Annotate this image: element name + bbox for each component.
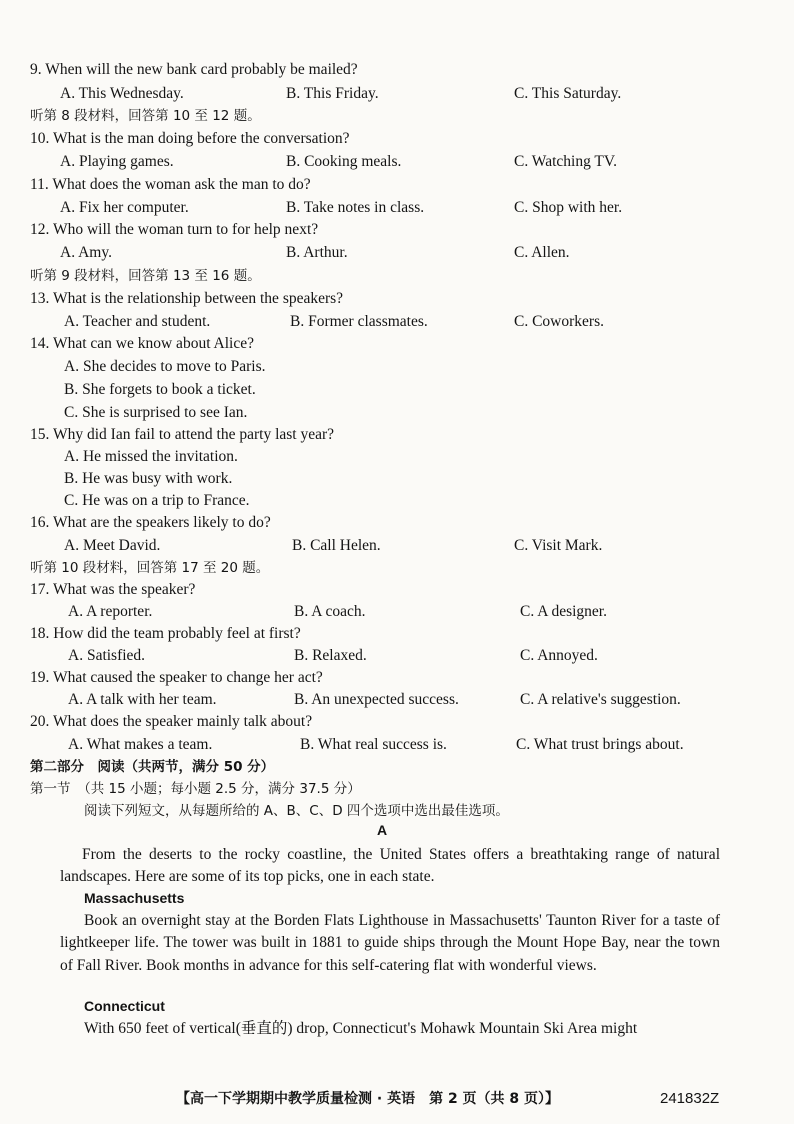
q9-option-a: A. This Wednesday. (60, 85, 184, 102)
q11-option-b: B. Take notes in class. (286, 199, 425, 216)
q20-option-b: B. What real success is. (300, 736, 447, 753)
question-10: 10. What is the man doing before the conversation? (30, 130, 350, 147)
q20-option-c: C. What trust brings about. (516, 736, 684, 753)
passage-connecticut: With 650 feet of vertical(垂直的) drop, Connecticut's Mohawk Mountain Ski Area might (84, 1020, 638, 1037)
q12-option-b: B. Arthur. (286, 244, 348, 261)
q12-option-a: A. Amy. (60, 244, 112, 261)
question-12: 12. Who will the woman turn to for help next? (30, 221, 319, 238)
q11-option-a: A. Fix her computer. (60, 199, 189, 216)
q19-option-b: B. An unexpected success. (294, 691, 459, 708)
question-20: 20. What does the speaker mainly talk about? (30, 713, 313, 730)
reading-instruction: 阅读下列短文，从每题所给的 A、B、C、D 四个选项中选出最佳选项。 (84, 803, 509, 819)
q10-option-b: B. Cooking meals. (286, 153, 402, 170)
q20-option-a: A. What makes a team. (68, 736, 213, 753)
q14-option-c: C. She is surprised to see Ian. (64, 404, 248, 421)
q18-option-a: A. Satisfied. (68, 647, 146, 664)
question-19: 19. What caused the speaker to change her act? (30, 669, 323, 686)
section-note-9: 听第 9 段材料，回答第 13 至 16 题。 (30, 268, 261, 284)
passage-intro: From the deserts to the rocky coastline, the United States offers a breathtaking range of natural landscapes. Here are some of its top picks, one in each state. (60, 846, 720, 886)
question-11: 11. What does the woman ask the man to do? (30, 176, 311, 193)
question-13: 13. What is the relationship between the speakers? (30, 290, 344, 307)
q15-option-a: A. He missed the invitation. (64, 448, 238, 465)
q16-option-b: B. Call Helen. (292, 537, 381, 554)
section-note-8: 听第 8 段材料，回答第 10 至 12 题。 (30, 108, 261, 124)
q16-option-a: A. Meet David. (64, 537, 161, 554)
q10-option-c: C. Watching TV. (514, 153, 617, 170)
q14-option-b: B. She forgets to book a ticket. (64, 381, 256, 398)
q15-option-b: B. He was busy with work. (64, 470, 233, 487)
q13-option-a: A. Teacher and student. (64, 313, 211, 330)
state-heading-connecticut: Connecticut (84, 998, 165, 1014)
passage-massachusetts: Book an overnight stay at the Borden Flats Lighthouse in Massachusetts' Taunton River for a taste of lightkeeper life. The tower was built in 1881 to guide ships through the Mount Hope Bay, near the town of Fall River. Book months in advance for this self-catering flat with wonderful views. (60, 912, 720, 974)
question-16: 16. What are the speakers likely to do? (30, 514, 271, 531)
q16-option-c: C. Visit Mark. (514, 537, 603, 554)
question-9: 9. When will the new bank card probably be mailed? (30, 61, 358, 78)
exam-code: 241832Z (660, 1090, 720, 1107)
part2-title: 第二部分 阅读（共两节，满分 50 分） (30, 759, 275, 775)
q19-option-c: C. A relative's suggestion. (520, 691, 681, 708)
q11-option-c: C. Shop with her. (514, 199, 623, 216)
q19-option-a: A. A talk with her team. (68, 691, 217, 708)
q18-option-b: B. Relaxed. (294, 647, 367, 664)
q17-option-c: C. A designer. (520, 603, 607, 620)
question-14: 14. What can we know about Alice? (30, 335, 254, 352)
question-18: 18. How did the team probably feel at first? (30, 625, 301, 642)
q9-option-b: B. This Friday. (286, 85, 379, 102)
passage-label: A (377, 822, 388, 838)
q17-option-b: B. A coach. (294, 603, 366, 620)
q14-option-a: A. She decides to move to Paris. (64, 358, 266, 375)
bleed-through-texture (560, 110, 563, 126)
section1-title: 第一节 （共 15 小题；每小题 2.5 分，满分 37.5 分） (30, 781, 361, 797)
q12-option-c: C. Allen. (514, 244, 570, 261)
question-17: 17. What was the speaker? (30, 581, 196, 598)
q17-option-a: A. A reporter. (68, 603, 153, 620)
q13-option-c: C. Coworkers. (514, 313, 604, 330)
q9-option-c: C. This Saturday. (514, 85, 622, 102)
q10-option-a: A. Playing games. (60, 153, 174, 170)
page-footer: 【高一下学期期中教学质量检测 · 英语 第 2 页（共 8 页）】 (176, 1091, 560, 1107)
question-15: 15. Why did Ian fail to attend the party last year? (30, 426, 335, 443)
q18-option-c: C. Annoyed. (520, 647, 598, 664)
section-note-10: 听第 10 段材料，回答第 17 至 20 题。 (30, 560, 270, 576)
q15-option-c: C. He was on a trip to France. (64, 492, 250, 509)
state-heading-massachusetts: Massachusetts (84, 890, 185, 906)
q13-option-b: B. Former classmates. (290, 313, 428, 330)
